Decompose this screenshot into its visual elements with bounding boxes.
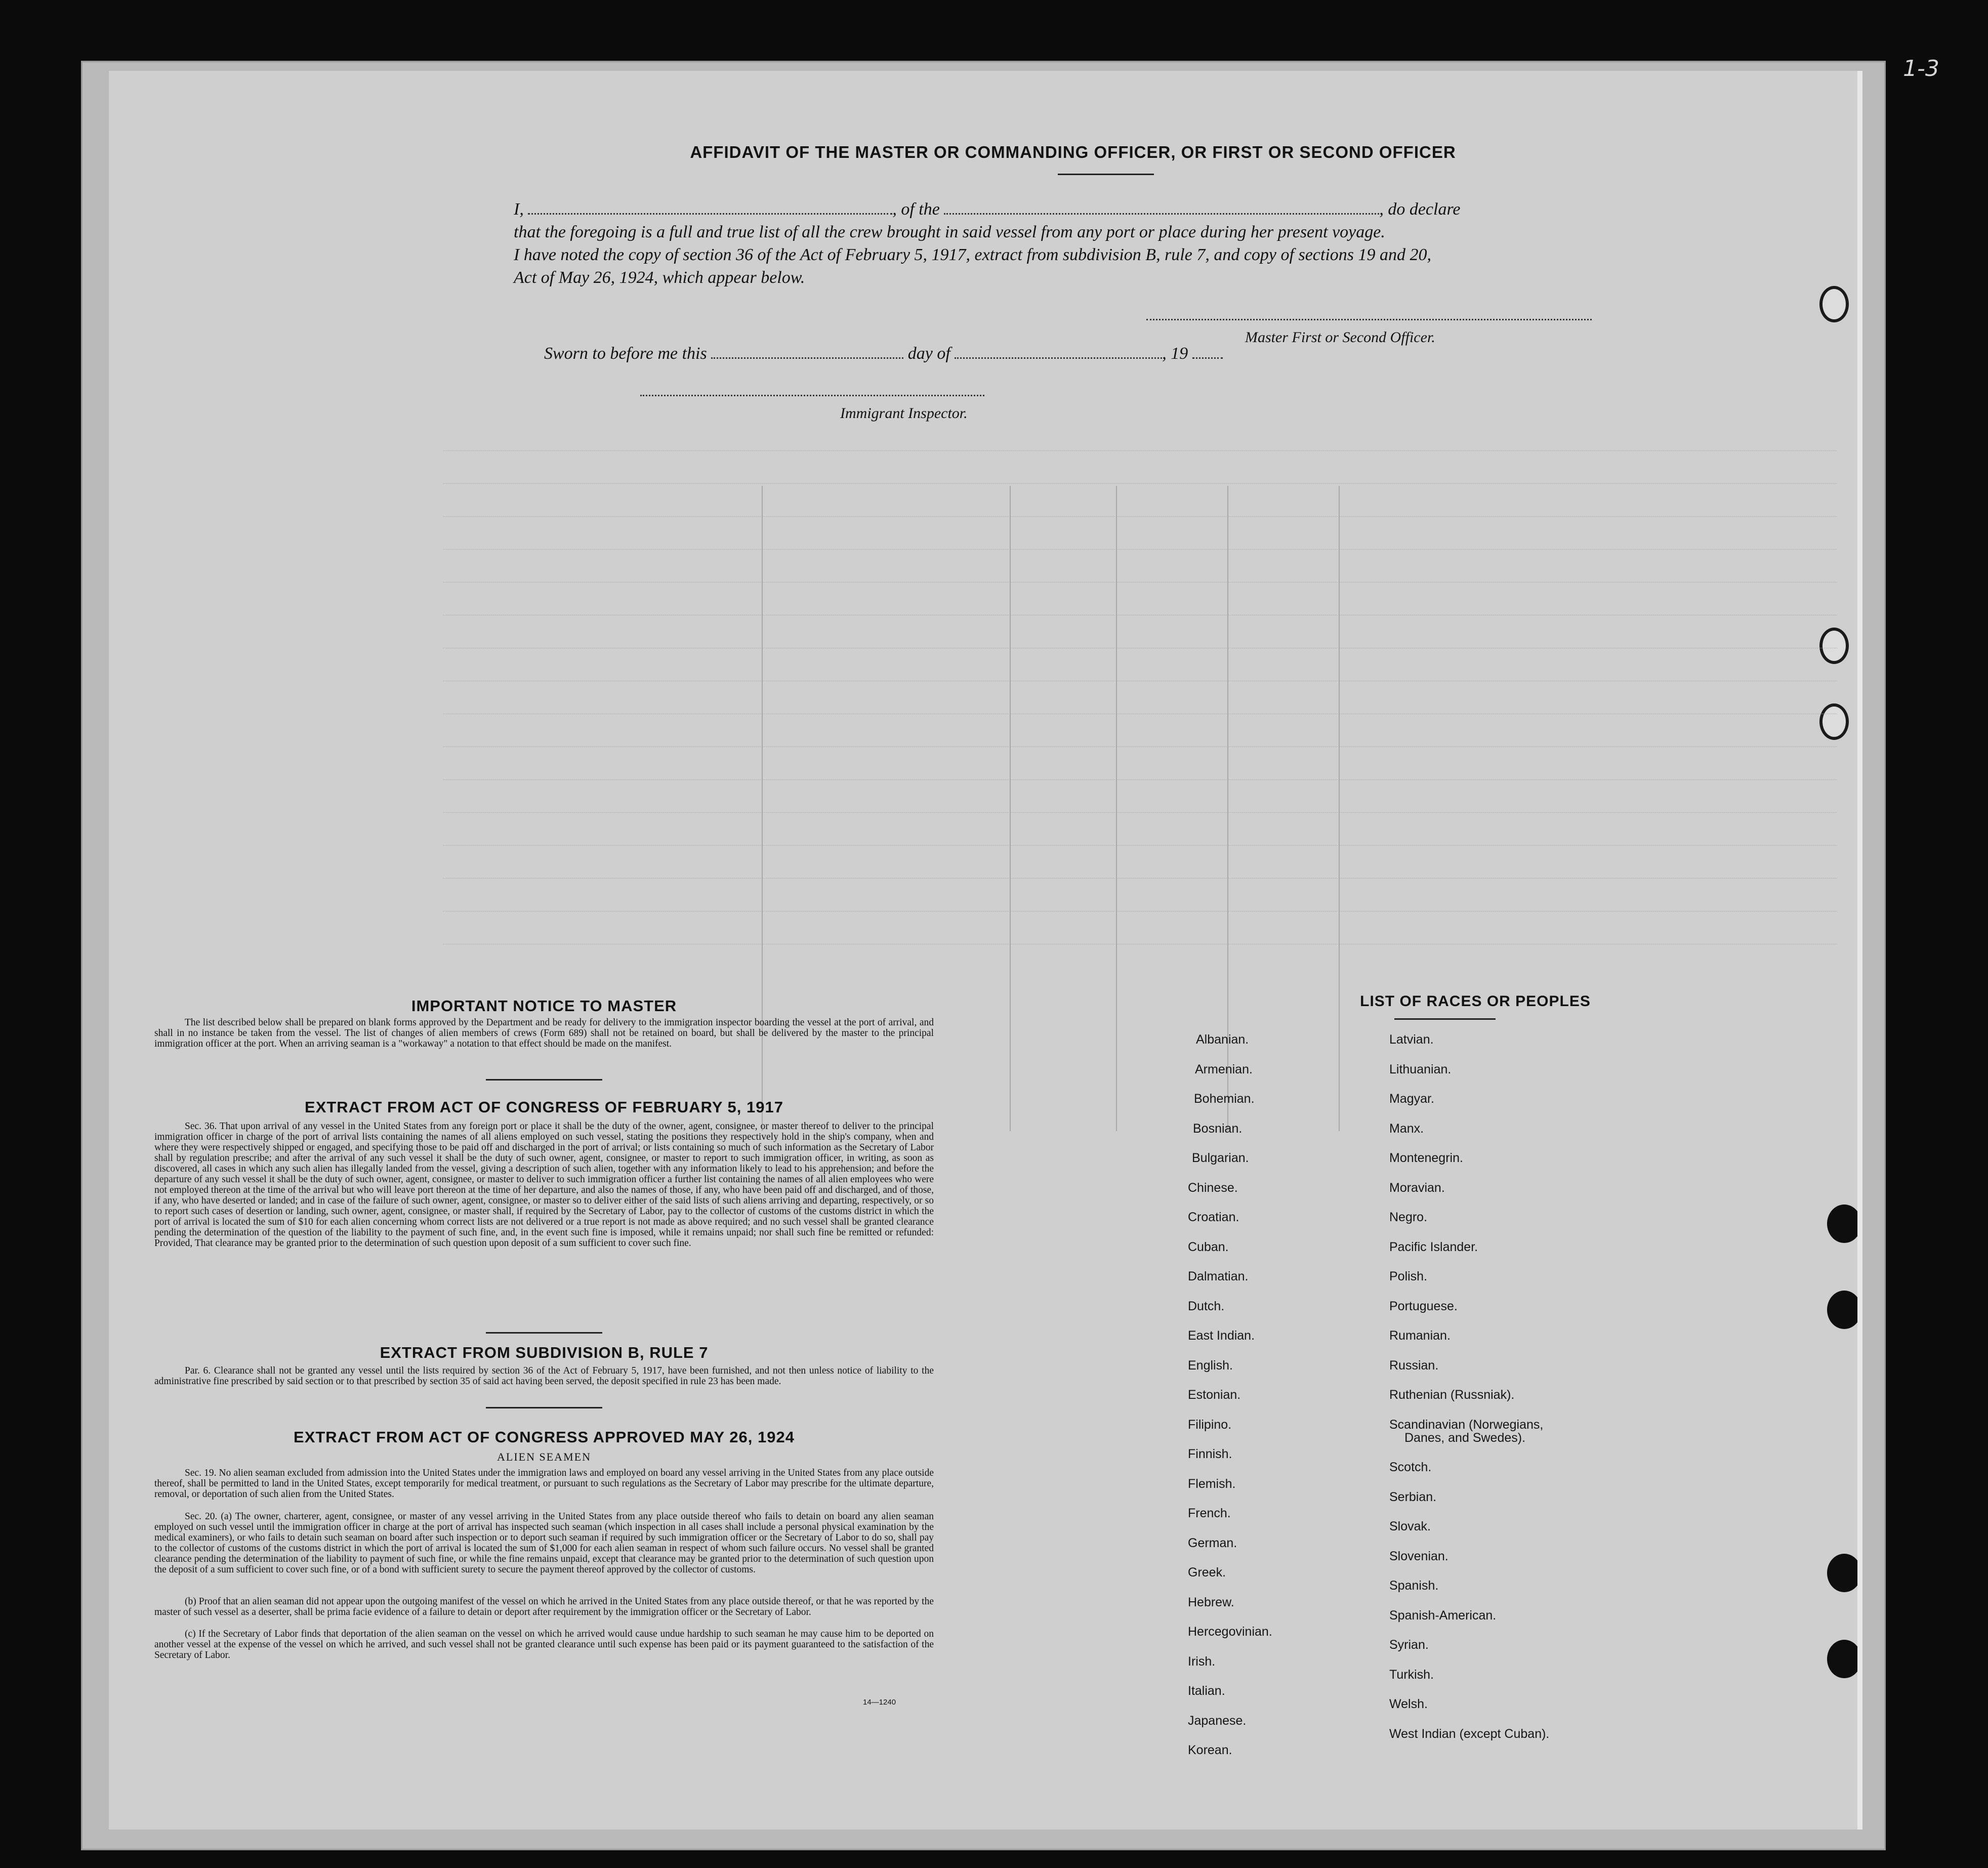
race-item: Russian.	[1389, 1358, 1439, 1373]
race-item: Dalmatian.	[1188, 1269, 1249, 1283]
race-item: Finnish.	[1188, 1447, 1232, 1461]
race-item: Ruthenian (Russniak).	[1389, 1388, 1515, 1402]
binder-hole	[1819, 703, 1849, 740]
race-item: Magyar.	[1389, 1092, 1434, 1106]
race-item: East Indian.	[1188, 1329, 1255, 1343]
race-item: Moravian.	[1389, 1180, 1445, 1195]
sec19-text: Sec. 19. No alien seaman excluded from admission into the United States under the immigration laws and employed on board any vessel arriving in the United States from any place outside thereof, shall be permitted to land in the United States, except temporarily for medical treatment, or pursuant to such regulations as the Secretary of Labor may prescribe for the ultimate departure, removal, or deportation of such alien from the United States.	[154, 1468, 934, 1500]
inspector-signature-line[interactable]	[640, 395, 984, 396]
rule7-heading: EXTRACT FROM SUBDIVISION B, RULE 7	[380, 1344, 709, 1361]
race-item: Polish.	[1389, 1269, 1428, 1283]
race-item: Bulgarian.	[1192, 1151, 1249, 1165]
race-item: Scandinavian (Norwegians,	[1389, 1417, 1544, 1432]
binder-hole	[1827, 1291, 1861, 1329]
race-item: Montenegrin.	[1389, 1151, 1463, 1165]
master-signature-line[interactable]	[1146, 319, 1592, 320]
race-item: Spanish-American.	[1389, 1608, 1497, 1623]
extract-1924-heading: EXTRACT FROM ACT OF CONGRESS APPROVED MAY 26, 1924	[294, 1428, 795, 1446]
race-item: Turkish.	[1389, 1667, 1434, 1682]
race-item: Manx.	[1389, 1121, 1424, 1136]
race-item: Slovenian.	[1389, 1549, 1448, 1563]
race-item: Italian.	[1188, 1684, 1225, 1698]
race-item: Flemish.	[1188, 1476, 1236, 1491]
race-item: Bohemian.	[1194, 1092, 1255, 1106]
race-item: Slovak.	[1389, 1519, 1431, 1534]
year-label: , 19	[1162, 344, 1188, 363]
declaration-line-3: I have noted the copy of section 36 of the Act of February 5, 1917, extract from subdivision B, rule 7, and copy of sections 19 and 20,	[514, 245, 1432, 264]
title-rule	[1058, 174, 1154, 175]
declaration-line-4: Act of May 26, 1924, which appear below.	[514, 268, 805, 287]
race-item: Latvian.	[1389, 1032, 1434, 1047]
race-item: English.	[1188, 1358, 1233, 1373]
race-item: Armenian.	[1195, 1062, 1253, 1076]
alien-seamen-subheading: ALIEN SEAMEN	[497, 1450, 591, 1463]
race-item: Lithuanian.	[1389, 1062, 1452, 1076]
notice-text: The list described below shall be prepared on blank forms approved by the Department and be ready for delivery to the immigration inspector boarding the vessel at the port of arrival, and shall in no instance be taken from the vessel. The list of changes of alien members of crews (Form 689) shall not be retained on board, but shall be delivered by the master to the principal immigration officer at the port. When an arriving seaman is a "workaway" a notation to that effect should be made on the manifest.	[154, 1017, 934, 1049]
master-signature-label: Master First or Second Officer.	[1245, 329, 1435, 346]
sec20b-text: (b) Proof that an alien seaman did not appear upon the outgoing manifest of the vessel on which he arrived in the United States from any place outside thereof, or that he was reported by the master of such vessel as a deserter, shall be prima facie evidence of a failure to detain or deport after requirement by the immigration officer or the Secretary of Labor.	[154, 1596, 934, 1617]
declaration-line-2: that the foregoing is a full and true list of all the crew brought in said vessel from any port or place during her present voyage.	[514, 223, 1385, 241]
day-of-label: day of	[907, 344, 950, 363]
vessel-blank[interactable]	[944, 200, 1379, 215]
notice-heading: IMPORTANT NOTICE TO MASTER	[411, 997, 677, 1015]
declaration-end: , do declare	[1379, 200, 1461, 219]
binder-hole	[1827, 1205, 1861, 1243]
race-item: Dutch.	[1188, 1299, 1225, 1313]
rule7-text: Par. 6. Clearance shall not be granted any vessel until the lists required by section 36 of the Act of February 5, 1917, have been furnished, and not then unless notice of liability to the administrative fine prescribed by said section or to that prescribed by section 35 of said act having been served, the deposit specified in rule 23 has been made.	[154, 1365, 934, 1387]
section-rule	[486, 1079, 602, 1081]
race-item: Pacific Islander.	[1389, 1239, 1478, 1254]
binder-hole	[1819, 628, 1849, 664]
race-item: Irish.	[1188, 1654, 1216, 1669]
race-item: Hercegovinian.	[1188, 1625, 1272, 1639]
race-item: Chinese.	[1188, 1180, 1238, 1195]
race-item: Portuguese.	[1389, 1299, 1458, 1313]
month-blank[interactable]	[955, 344, 1162, 359]
race-item: Japanese.	[1188, 1713, 1247, 1728]
race-item: Bosnian.	[1193, 1121, 1242, 1136]
corner-mark: 1-3	[1903, 56, 1939, 81]
day-blank[interactable]	[711, 344, 903, 359]
races-heading: LIST OF RACES OR PEOPLES	[1360, 993, 1591, 1010]
race-item: Cuban.	[1188, 1239, 1229, 1254]
race-item: Scotch.	[1389, 1460, 1432, 1475]
section-rule	[486, 1407, 602, 1408]
extract-1917-heading: EXTRACT FROM ACT OF CONGRESS OF FEBRUARY 5, 1917	[305, 1098, 783, 1116]
race-item: Korean.	[1188, 1743, 1232, 1757]
race-item: Syrian.	[1389, 1638, 1429, 1652]
races-rule	[1394, 1018, 1496, 1020]
extract-1917-text: Sec. 36. That upon arrival of any vessel in the United States from any foreign port or place it shall be the duty of the owner, agent, consignee, or master thereof to deliver to the principal immigration officer in charge of the port of arrival lists containing the names of all aliens employed on such vessel, stating the positions they respectively hold in the ship's company, when and where they were respectively shipped or engaged, and specifying those to be paid off and discharged in the port of arrival; or lists containing so much of such information as the Secretary of Labor shall by regulation prescribe; and after the arrival of any such vessel it shall be the duty of such owner, agent, consignee, or master to report to such immigration officer, in writing, as soon as discovered, all cases in which any such alien has illegally landed from the vessel, giving a description of such alien, together with any information likely to lead to his apprehension; and before the departure of any such vessel it shall be the duty of such owner, agent, consignee, or master to deliver to such immigration officer a further list containing the names of all alien employees who were not employed thereon at the time of the arrival but who will leave port thereon at the time of her departure, and also the names of those, if any, who have been paid off and discharged, and of those, if any, who have deserted or landed; and in case of the failure of such owner, agent, consignee, or master so to deliver either of the said lists of such aliens arriving and departing, respectively, or so to report such cases of desertion or landing, such owner, agent, consignee, or master shall, if required by the Secretary of Labor, pay to the collector of customs of the customs district in which the port of arrival is located the sum of $10 for each alien concerning whom correct lists are not delivered or a true report is not made as above required; and no such vessel shall be granted clearance pending the determination of the question of the liability to the payment of such fine, and, in the event such fine is imposed, while it remains unpaid; nor shall such fine be remitted or refunded: Provided, That clearance may be granted prior to the determination of such question upon deposit of a sum sufficient to cover such fine.	[154, 1121, 934, 1249]
race-item: Welsh.	[1389, 1697, 1428, 1712]
race-item: Serbian.	[1389, 1489, 1437, 1504]
race-item: German.	[1188, 1535, 1237, 1550]
race-item: Croatian.	[1188, 1210, 1239, 1224]
race-item: Albanian.	[1196, 1032, 1249, 1047]
race-item: Danes, and Swedes).	[1404, 1430, 1526, 1445]
race-item: Greek.	[1188, 1565, 1226, 1580]
document-page	[109, 71, 1862, 1830]
binder-hole	[1819, 286, 1849, 322]
race-item: Negro.	[1389, 1210, 1428, 1224]
declaration-of-the: , of the	[892, 200, 940, 219]
race-item: West Indian (except Cuban).	[1389, 1726, 1550, 1741]
race-item: Hebrew.	[1188, 1595, 1234, 1609]
race-item: Spanish.	[1389, 1579, 1439, 1593]
race-item: Rumanian.	[1389, 1329, 1451, 1343]
race-item: French.	[1188, 1506, 1231, 1520]
affidavit-title: AFFIDAVIT OF THE MASTER OR COMMANDING OFFICER, OR FIRST OR SECOND OFFICER	[690, 143, 1456, 161]
section-rule	[486, 1332, 602, 1334]
declaration-line	[514, 200, 1461, 219]
form-number: 14—1240	[863, 1698, 896, 1707]
sworn-line	[544, 344, 1223, 363]
declaration-i: I,	[514, 200, 524, 219]
name-blank[interactable]	[528, 200, 892, 215]
inspector-signature-label: Immigrant Inspector.	[840, 405, 968, 422]
sec20c-text: (c) If the Secretary of Labor finds that deportation of the alien seaman on the vessel on which he arrived would cause undue hardship to such seaman he may cause him to be deported on another vessel at the expense of the vessel on which he arrived, and such vessel shall not be granted clearance until such expense has been paid or its payment guaranteed to the satisfaction of the Secretary of Labor.	[154, 1629, 934, 1661]
sec20a-text: Sec. 20. (a) The owner, charterer, agent, consignee, or master of any vessel arriving in the United States from any place outside thereof who fails to detain on board any alien seaman employed on such vessel until the immigration officer in charge at the port of arrival has inspected such seaman (which inspection in all cases shall include a personal physical examination by the medical examiners), or who fails to detain such seaman on board after such inspection or to deport such seaman if required by such immigration officer or the Secretary of Labor to do so, shall pay to the collector of customs of the customs district in which the port of arrival is located the sum of $1,000 for each alien seaman in respect of whom such failure occurs. No vessel shall be granted clearance pending the determination of the liability to payment of such fine, or while the fine remains unpaid, except that clearance may be granted prior to the determination of such question upon the deposit of a sum sufficient to cover such fine, or of a bond with sufficient surety to secure the payment thereof approved by the collector of customs.	[154, 1511, 934, 1575]
race-item: Estonian.	[1188, 1388, 1241, 1402]
binder-hole	[1827, 1554, 1861, 1592]
race-item: Filipino.	[1188, 1417, 1232, 1432]
binder-hole	[1827, 1640, 1861, 1678]
sworn-label: Sworn to before me this	[544, 344, 707, 363]
year-blank[interactable]	[1192, 344, 1223, 359]
